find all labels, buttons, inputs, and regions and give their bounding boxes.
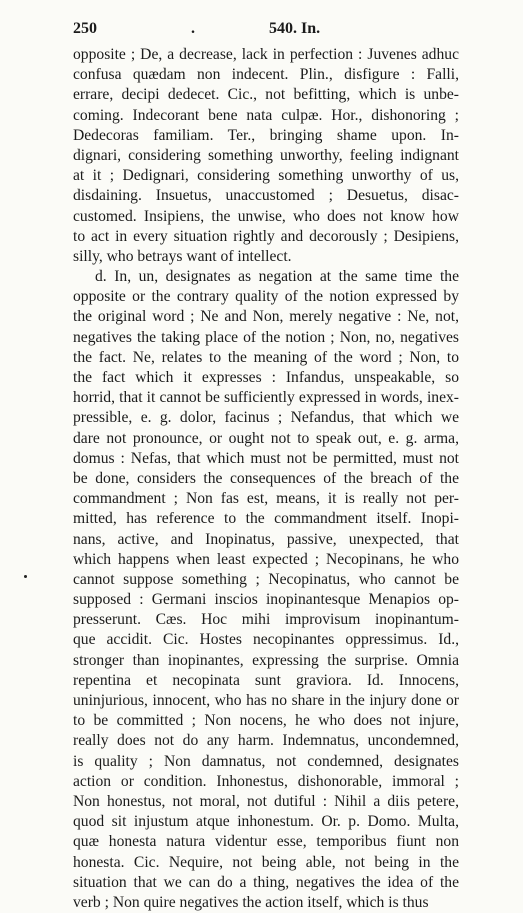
text-line: really does not do any harm. Indemnatus, uncondemned,	[73, 732, 459, 750]
text-line: Non honestus, not moral, not dutiful : Nihil a diis petere,	[73, 792, 459, 810]
running-header	[73, 20, 458, 40]
text-line: confusa quædam non indecent. Plin., disfigure : Falli,	[73, 66, 459, 84]
text-line: d. In, un, designates as negation at the same time the	[95, 268, 459, 286]
text-line: verb ; Non quire negatives the action itself, which is thus	[73, 893, 429, 911]
text-line: commandment ; Non fas est, means, it is really not per-	[73, 490, 459, 508]
text-line: to be committed ; Non nocens, he who does not injure,	[73, 712, 459, 730]
text-line: domus : Nefas, that which must not be permitted, must not	[73, 449, 459, 467]
text-line: pressible, e. g. dolor, facinus ; Nefandus, that which we	[73, 409, 459, 427]
text-line: disdaining. Insuetus, unaccustomed ; Desuetus, disac-	[73, 187, 459, 205]
text-line: quæ honesta natura videntur esse, temporibus fiunt non	[73, 833, 459, 851]
text-line: dignari, considering something unworthy, feeling indignant	[73, 146, 459, 164]
text-line: honesta. Cic. Nequire, not being able, not being in the	[73, 853, 459, 871]
text-line: repentina et necopinata sunt graviora. Id. Innocens,	[73, 671, 459, 689]
margin-mark	[24, 575, 27, 578]
text-line: dare not pronounce, or ought not to speak out, e. g. arma,	[73, 429, 459, 447]
text-line: que accidit. Cic. Hostes necopinantes oppressimus. Id.,	[73, 631, 459, 649]
text-line: quod sit injustum atque inhonestum. Or. p. Domo. Multa,	[73, 813, 459, 831]
text-line: is quality ; Non damnatus, not condemned, designates	[73, 752, 459, 770]
text-line: to act in every situation rightly and decorously ; Desipiens,	[73, 227, 459, 245]
text-line: the original word ; Ne and Non, merely negative : Ne, not,	[73, 308, 459, 326]
text-line: opposite ; De, a decrease, lack in perfection : Juvenes adhuc	[73, 46, 459, 63]
text-line: horrid, that it cannot be sufficiently expressed in words, inex-	[73, 389, 459, 407]
text-line: stronger than inopinantes, expressing the surprise. Omnia	[73, 651, 459, 669]
text-line: errare, decipi dedecet. Cic., not befitting, which is unbe-	[73, 86, 459, 104]
text-line: cannot suppose something ; Necopinatus, who cannot be	[73, 570, 459, 588]
text-line: Dedecoras familiam. Ter., bringing shame upon. In-	[73, 126, 459, 144]
text-line: uninjurious, innocent, who has no share in the injury done or	[73, 692, 459, 709]
text-line: customed. Insipiens, the unwise, who does not know how	[73, 207, 459, 225]
header-dot: .	[191, 20, 195, 37]
text-line: negatives the taking place of the notion ; Non, no, negatives	[73, 328, 459, 346]
page-number: 250	[73, 20, 97, 37]
text-line: action or condition. Inhonestus, dishonorable, immoral ;	[73, 772, 459, 790]
text-line: the fact. Ne, relates to the meaning of the word ; Non, to	[73, 348, 459, 366]
text-line: silly, who betrays want of intellect.	[73, 247, 292, 265]
text-line: which happens when least expected ; Necopinans, he who	[73, 550, 459, 568]
text-line: mitted, has reference to the commandment itself. Inopi-	[73, 510, 459, 528]
body-text	[73, 45, 459, 913]
text-line: opposite or the contrary quality of the notion expressed by	[73, 288, 459, 306]
text-line: at it ; Dedignari, considering something unworthy of us,	[73, 167, 459, 185]
text-line: coming. Indecorant bene nata culpæ. Hor., dishonoring ;	[73, 106, 459, 124]
text-line: be done, considers the consequences of the breach of the	[73, 469, 459, 487]
text-line: presserunt. Cæs. Hoc mihi improvisum inopinantum-	[73, 611, 459, 629]
text-line: situation that we can do a thing, negatives the idea of the	[73, 873, 459, 891]
text-line: supposed : Germani inscios inopinantesque Menapios op-	[73, 591, 459, 609]
section-heading: 540. In.	[269, 20, 321, 37]
text-line: the fact which it expresses : Infandus, unspeakable, so	[73, 369, 459, 386]
text-line: nans, active, and Inopinatus, passive, unexpected, that	[73, 530, 459, 548]
